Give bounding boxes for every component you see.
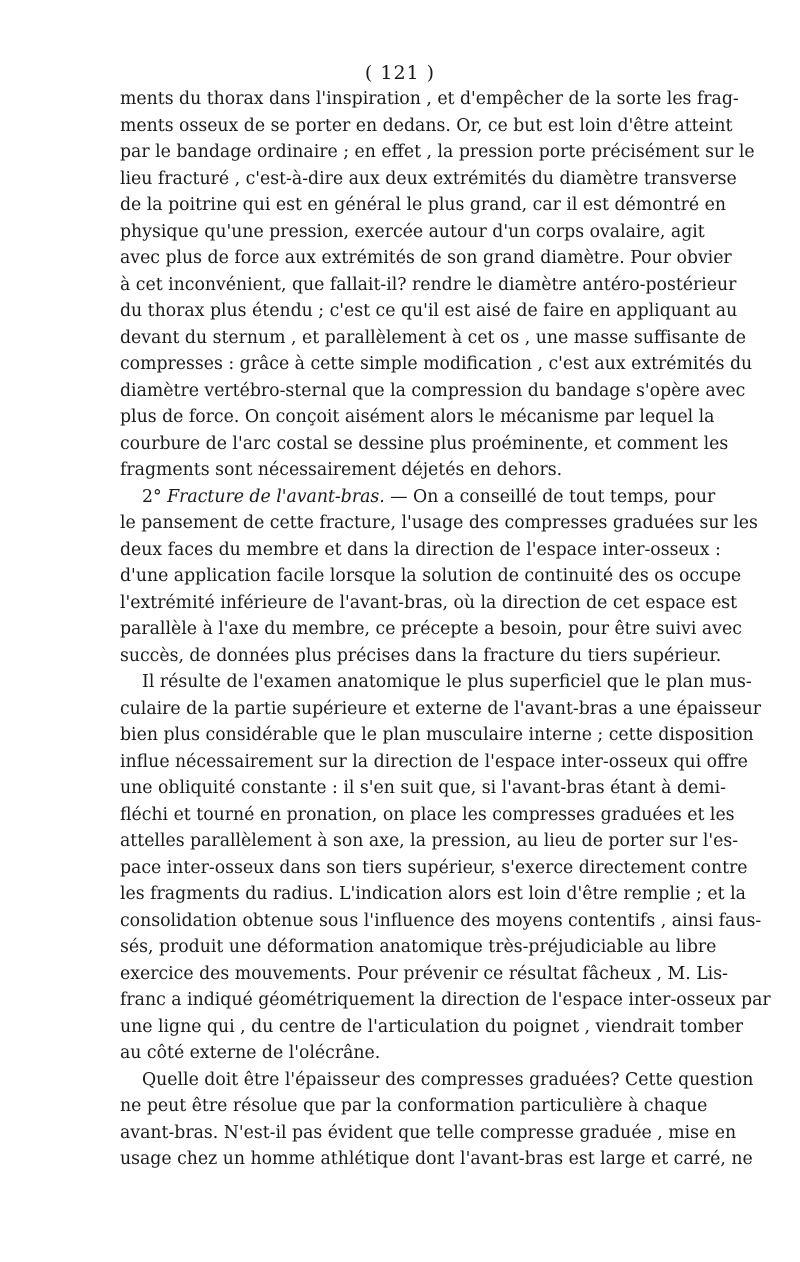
text-line: usage chez un homme athlétique dont l'avant-bras est large et carré, ne	[120, 1149, 753, 1169]
text-line: ments osseux de se porter en dedans. Or, ce but est loin d'être atteint	[120, 115, 733, 136]
text-line: Quelle doit être l'épaisseur des compresses graduées? Cette question	[142, 1069, 754, 1090]
text-line: influe nécessairement sur la direction de l'espace inter-osseux qui offre	[120, 751, 748, 772]
text-line: à cet inconvénient, que fallait-il? rendre le diamètre antéro-postérieur	[120, 274, 737, 295]
text-line: les fragments du radius. L'indication alors est loin d'être remplie ; et la	[120, 884, 746, 904]
text-line: succès, de données plus précises dans la fracture du tiers supérieur.	[120, 645, 722, 666]
text-line: une obliquité constante : il s'en suit que, si l'avant-bras étant à demi-	[120, 778, 727, 798]
body-text	[120, 86, 771, 1173]
text-line: fléchi et tourné en pronation, on place les compresses graduées et les	[120, 804, 735, 825]
text-line: culaire de la partie supérieure et externe de l'avant-bras a une épaisseur	[120, 698, 761, 719]
text-line: l'extrémité inférieure de l'avant-bras, où la direction de cet espace est	[120, 592, 738, 613]
text-line: de la poitrine qui est en général le plus grand, car il est démontré en	[120, 195, 726, 215]
text-line: consolidation obtenue sous l'influence des moyens contentifs , ainsi faus-	[120, 910, 762, 931]
section-numeral: 2°	[142, 486, 162, 507]
text-line: franc a indiqué géométriquement la direction de l'espace inter-osseux par	[120, 990, 771, 1010]
text-line: courbure de l'arc costal se dessine plus proéminente, et comment les	[120, 433, 729, 454]
text-line: une ligne qui , du centre de l'articulation du poignet , viendrait tomber	[120, 1016, 744, 1037]
section-heading-line	[120, 484, 716, 511]
text-line: du thorax plus étendu ; c'est ce qu'il est aisé de faire en appliquant au	[120, 301, 738, 321]
page-number: ( 121 )	[364, 62, 436, 84]
text-line: devant du sternum , et parallèlement à cet os , une masse suffisante de	[120, 327, 746, 348]
text-line: ne peut être résolue que par la conformation particulière à chaque	[120, 1096, 708, 1116]
text-line: pace inter-osseux dans son tiers supérieur, s'exerce directement contre	[120, 857, 748, 878]
text-line: d'une application facile lorsque la solution de continuité des os occupe	[120, 566, 742, 586]
text-line: Il résulte de l'examen anatomique le plus superficiel que le plan mus-	[142, 672, 752, 692]
text-line: plus de force. On conçoit aisément alors le mécanisme par lequel la	[120, 407, 715, 427]
text-line: avec plus de force aux extrémités de son grand diamètre. Pour obvier	[120, 248, 732, 268]
text-line: au côté externe de l'olécrâne.	[120, 1043, 381, 1063]
text-line: par le bandage ordinaire ; en effet , la pression porte précisément sur le	[120, 142, 755, 162]
section-heading-rest: — On a conseillé de tout temps, pour	[384, 486, 716, 507]
text-line: deux faces du membre et dans la direction de l'espace inter-osseux :	[120, 539, 721, 560]
text-line: lieu fracturé , c'est-à-dire aux deux extrémités du diamètre transverse	[120, 168, 737, 189]
text-line: bien plus considérable que le plan musculaire interne ; cette disposition	[120, 725, 754, 745]
section-title: Fracture de l'avant-bras.	[167, 486, 385, 507]
text-line: ments du thorax dans l'inspiration , et d'empêcher de la sorte les frag-	[120, 89, 739, 109]
text-line: compresses : grâce à cette simple modification , c'est aux extrémités du	[120, 354, 753, 374]
text-line: sés, produit une déformation anatomique très-préjudiciable au libre	[120, 937, 717, 957]
text-line: avant-bras. N'est-il pas évident que telle compresse graduée , mise en	[120, 1122, 737, 1143]
text-line: attelles parallèlement à son axe, la pression, au lieu de porter sur l'es-	[120, 831, 739, 851]
text-line: le pansement de cette fracture, l'usage des compresses graduées sur les	[120, 513, 758, 533]
text-line: diamètre vertébro-sternal que la compression du bandage s'opère avec	[120, 380, 746, 401]
text-line: fragments sont nécessairement déjetés en dehors.	[120, 460, 563, 480]
text-line: exercice des mouvements. Pour prévenir ce résultat fâcheux , M. Lis-	[120, 963, 728, 984]
text-line: physique qu'une pression, exercée autour d'un corps ovalaire, agit	[120, 221, 705, 242]
text-line: parallèle à l'axe du membre, ce précepte a besoin, pour être suivi avec	[120, 619, 742, 639]
